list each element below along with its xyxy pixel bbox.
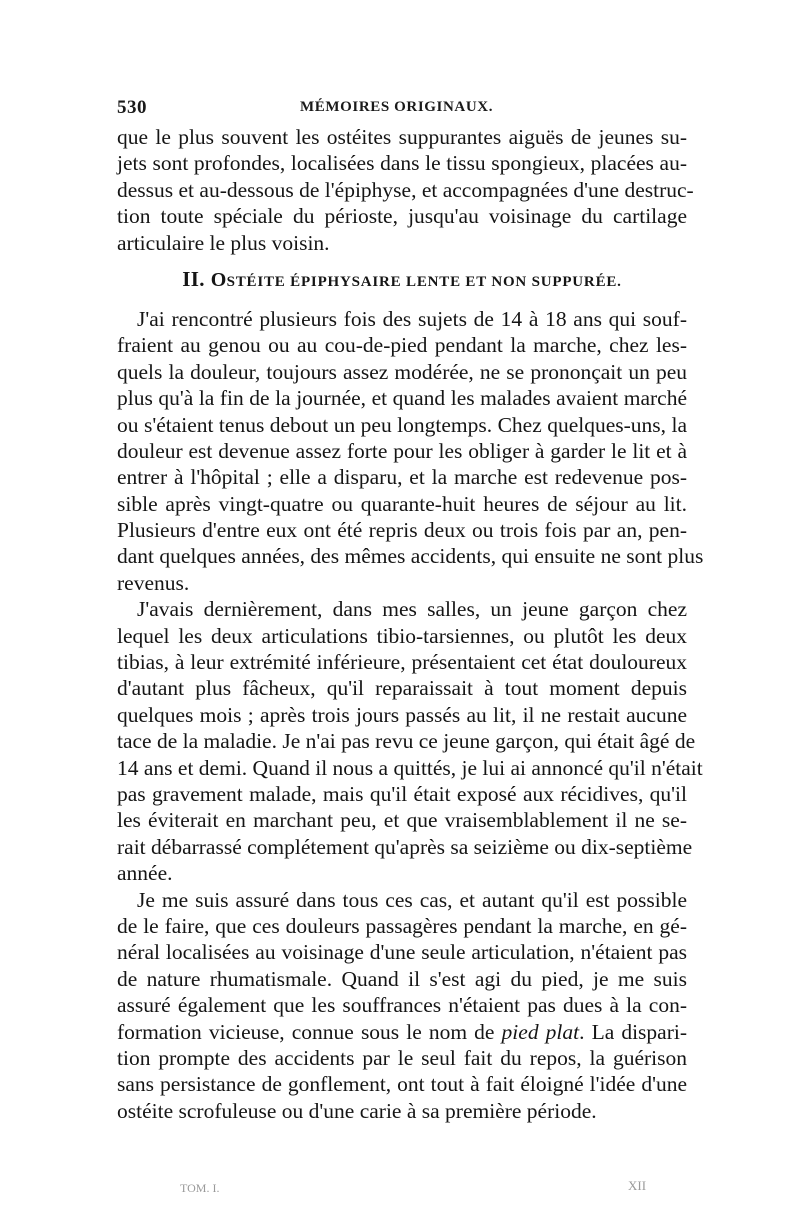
page-number: 530 (117, 97, 147, 118)
text-line: tion prompte des accidents par le seul fait du repos, la guérison (117, 1045, 687, 1070)
text-line: 14 ans et demi. Quand il nous a quittés, je lui ai annoncé qu'il n'était (117, 755, 703, 780)
text-line: que le plus souvent les ostéites suppurantes aiguës de jeunes su- (117, 125, 687, 149)
text-line: Plusieurs d'entre eux ont été repris deux ou trois fois par an, pen- (117, 518, 687, 543)
text-line: lequel les deux articulations tibio-tarsiennes, ou plutôt les deux (117, 623, 687, 648)
text-fragment: . La dispari- (579, 1019, 688, 1044)
text-line: jets sont profondes, localisées dans le tissu spongieux, placées au- (117, 151, 687, 176)
section-number: II. (182, 266, 205, 291)
text-line: tion toute spéciale du périoste, jusqu'au voisinage du cartilage (117, 204, 687, 229)
text-line: rait débarrassé complétement qu'après sa seizième ou dix-septième (117, 834, 693, 859)
text-line: quelques mois ; après trois jours passés au lit, il ne restait aucune (117, 702, 687, 727)
text-line: ou s'étaient tenus debout un peu longtemps. Chez quelques-uns, la (117, 412, 687, 437)
text-line: quels la douleur, toujours assez modérée, ne se prononçait un peu (117, 359, 687, 384)
text-line: d'autant plus fâcheux, qu'il reparaissait à tout moment depuis (117, 676, 687, 701)
paragraph-3 (117, 596, 703, 886)
text-line: tibias, à leur extrémité inférieure, présentaient cet état douloureux (117, 650, 687, 675)
paragraph-4 (117, 887, 687, 1125)
text-fragment: formation vicieuse, connue sous le nom de (117, 1019, 502, 1044)
text-line: tace de la maladie. Je n'ai pas revu ce jeune garçon, qui était âgé de (117, 729, 696, 754)
text-line: sans persistance de gonflement, ont tout à fait éloigné l'idée d'une (117, 1072, 687, 1097)
text-line: J'ai rencontré plusieurs fois des sujets de 14 à 18 ans qui souf- (137, 306, 687, 331)
text-line: J'avais dernièrement, dans mes salles, un jeune garçon chez (137, 597, 687, 622)
section-title-initial: O (210, 268, 227, 291)
page-header (117, 95, 687, 125)
paragraph-1 (117, 124, 694, 256)
text-line: dant quelques années, des mêmes accidents, qui ensuite ne sont plus (117, 544, 704, 569)
text-line: néral localisées au voisinage d'une seule articulation, n'étaient pas (117, 940, 687, 965)
signature-mark: TOM. I. (180, 1181, 220, 1195)
text-line: Je me suis assuré dans tous ces cas, et autant qu'il est possible (137, 887, 687, 912)
bleed-through-mark: XII (628, 1178, 647, 1193)
italic-term: pied plat (501, 1019, 580, 1044)
text-line: entrer à l'hôpital ; elle a disparu, et la marche est redevenue pos- (117, 465, 687, 490)
text-line: de nature rhumatismale. Quand il s'est agi du pied, je me suis (117, 966, 687, 991)
text-line: année. (117, 861, 173, 886)
text-line: les éviterait en marchant peu, et que vraisemblablement il ne se- (117, 808, 687, 833)
text-line: plus qu'à la fin de la journée, et quand les malades avaient marché (117, 386, 687, 411)
running-head: MÉMOIRES ORIGINAUX. (300, 99, 494, 115)
text-line-with-italic (117, 1019, 687, 1045)
text-line: assuré également que les souffrances n'étaient pas dues à la con- (117, 993, 687, 1018)
text-line: revenus. (117, 570, 190, 595)
section-title: STÉITE ÉPIPHYSAIRE LENTE ET NON SUPPURÉE. (226, 273, 622, 290)
text-line: articulaire le plus voisin. (117, 230, 330, 255)
text-line: ostéite scrofuleuse ou d'une carie à sa première période. (117, 1098, 597, 1123)
text-line: douleur est devenue assez forte pour les obliger à garder le lit et à (117, 438, 687, 463)
text-line: fraient au genou ou au cou-de-pied pendant la marche, chez les- (117, 333, 687, 358)
paragraph-2 (117, 306, 704, 596)
text-line: de le faire, que ces douleurs passagères pendant la marche, en gé- (117, 913, 687, 938)
text-line: pas gravement malade, mais qu'il était exposé aux récidives, qu'il (117, 781, 687, 806)
page-body (117, 124, 704, 1124)
section-heading (117, 266, 687, 295)
text-line: sible après vingt-quatre ou quarante-huit heures de séjour au lit. (117, 491, 687, 516)
text-line: dessus et au-dessous de l'épiphyse, et accompagnées d'une destruc- (117, 177, 694, 202)
